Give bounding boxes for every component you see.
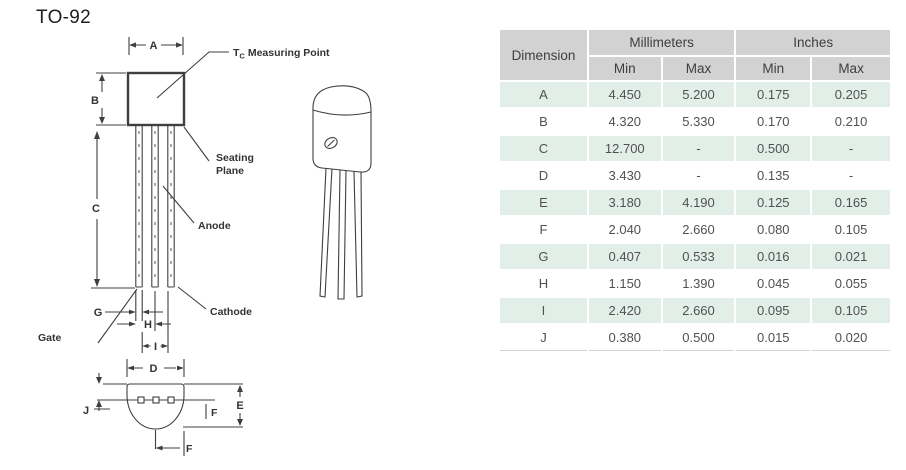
table-row bbox=[500, 163, 890, 188]
header-in-max: Max bbox=[812, 57, 890, 80]
cell-mm-max: 2.660 bbox=[663, 217, 735, 242]
dim-label-g: G bbox=[93, 307, 103, 319]
cell-mm-min: 0.380 bbox=[589, 325, 661, 351]
dim-label-i: I bbox=[153, 341, 158, 353]
cell-mm-max: 1.390 bbox=[663, 271, 735, 296]
cell-in-max: 0.020 bbox=[812, 325, 890, 351]
lead-centerlines bbox=[139, 131, 171, 284]
dim-f-bottom bbox=[156, 430, 194, 456]
header-mm-max: Max bbox=[663, 57, 735, 80]
cell-dim: F bbox=[500, 217, 587, 242]
dim-f-side bbox=[206, 404, 218, 419]
cell-dim: C bbox=[500, 136, 587, 161]
table-row bbox=[500, 325, 890, 351]
header-dimension: Dimension bbox=[500, 30, 587, 80]
cell-mm-min: 1.150 bbox=[589, 271, 661, 296]
table-header bbox=[500, 30, 890, 80]
table-row bbox=[500, 298, 890, 323]
anode-label: Anode bbox=[198, 220, 231, 232]
cell-in-max: 0.210 bbox=[812, 109, 890, 134]
dim-label-b: B bbox=[91, 95, 99, 107]
cell-in-max: 0.021 bbox=[812, 244, 890, 269]
cell-mm-max: 5.200 bbox=[663, 82, 735, 107]
cell-in-min: 0.095 bbox=[736, 298, 810, 323]
cell-mm-max: - bbox=[663, 136, 735, 161]
dim-b bbox=[91, 73, 126, 125]
cell-mm-max: 0.500 bbox=[663, 325, 735, 351]
cell-mm-min: 0.407 bbox=[589, 244, 661, 269]
cell-mm-max: - bbox=[663, 163, 735, 188]
dim-label-c: C bbox=[92, 203, 100, 215]
package-leads bbox=[136, 125, 174, 287]
table-row bbox=[500, 109, 890, 134]
dim-a bbox=[129, 37, 183, 55]
cell-in-min: 0.170 bbox=[736, 109, 810, 134]
lead-section bbox=[138, 397, 144, 403]
header-inches: Inches bbox=[736, 30, 890, 55]
header-mm-min: Min bbox=[589, 57, 661, 80]
cell-in-min: 0.045 bbox=[736, 271, 810, 296]
cell-in-max: 0.105 bbox=[812, 217, 890, 242]
arrowheads bbox=[96, 377, 102, 407]
cell-mm-min: 3.180 bbox=[589, 190, 661, 215]
cell-in-min: 0.015 bbox=[736, 325, 810, 351]
dim-label-f: F bbox=[211, 407, 218, 419]
cell-in-min: 0.080 bbox=[736, 217, 810, 242]
front-view bbox=[38, 37, 330, 353]
pictorial-leads bbox=[320, 168, 362, 299]
cell-mm-min: 4.320 bbox=[589, 109, 661, 134]
header-row-groups bbox=[500, 30, 890, 55]
seating-plane-label-2: Plane bbox=[216, 165, 245, 177]
cell-in-max: - bbox=[812, 163, 890, 188]
cell-in-min: 0.135 bbox=[736, 163, 810, 188]
cell-dim: B bbox=[500, 109, 587, 134]
table-row bbox=[500, 136, 890, 161]
table-body bbox=[500, 82, 890, 351]
lead-section bbox=[153, 397, 159, 403]
cell-dim: G bbox=[500, 244, 587, 269]
cell-mm-min: 4.450 bbox=[589, 82, 661, 107]
bottom-body-outline bbox=[127, 384, 184, 429]
pictorial-view bbox=[313, 86, 371, 299]
arrowheads bbox=[129, 310, 149, 315]
cell-in-min: 0.125 bbox=[736, 190, 810, 215]
tc-t: T bbox=[233, 47, 240, 59]
cell-in-max: 0.055 bbox=[812, 271, 890, 296]
table-row bbox=[500, 82, 890, 107]
cell-dim: H bbox=[500, 271, 587, 296]
pictorial-body bbox=[313, 86, 371, 172]
cell-in-max: 0.205 bbox=[812, 82, 890, 107]
dim-j bbox=[83, 373, 110, 417]
dim-label-e: E bbox=[236, 400, 244, 412]
dim-c bbox=[91, 131, 135, 288]
dim-e bbox=[236, 385, 243, 426]
dim-label-h: H bbox=[144, 319, 152, 331]
cell-mm-max: 2.660 bbox=[663, 298, 735, 323]
dim-lines bbox=[105, 290, 163, 321]
arrowheads bbox=[156, 446, 163, 451]
tc-rest: Measuring Point bbox=[247, 47, 330, 59]
bottom-lead-sections bbox=[138, 397, 174, 403]
cell-in-min: 0.016 bbox=[736, 244, 810, 269]
cell-in-max: - bbox=[812, 136, 890, 161]
cell-dim: A bbox=[500, 82, 587, 107]
cell-mm-max: 4.190 bbox=[663, 190, 735, 215]
cell-dim: D bbox=[500, 163, 587, 188]
cathode-label: Cathode bbox=[210, 306, 252, 318]
dim-label-j: J bbox=[82, 405, 90, 417]
dim-h bbox=[117, 291, 171, 331]
dim-label-d: D bbox=[149, 363, 158, 375]
dim-d bbox=[127, 359, 184, 377]
gate-leader bbox=[98, 289, 137, 343]
dim-label-f: F bbox=[186, 443, 193, 455]
cell-mm-min: 3.430 bbox=[589, 163, 661, 188]
lead-section bbox=[168, 397, 174, 403]
cell-in-max: 0.105 bbox=[812, 298, 890, 323]
cell-dim: J bbox=[500, 325, 587, 351]
tc-measuring-point-label bbox=[233, 47, 330, 61]
gate-label: Gate bbox=[38, 332, 62, 344]
dimension-table-container bbox=[498, 28, 892, 353]
cell-dim: E bbox=[500, 190, 587, 215]
cell-in-min: 0.500 bbox=[736, 136, 810, 161]
dim-label-a: A bbox=[149, 40, 158, 52]
seating-plane-leader bbox=[184, 127, 209, 161]
cell-mm-min: 2.420 bbox=[589, 298, 661, 323]
cell-dim: I bbox=[500, 298, 587, 323]
cell-mm-max: 5.330 bbox=[663, 109, 735, 134]
table-row bbox=[500, 271, 890, 296]
header-in-min: Min bbox=[736, 57, 810, 80]
package-body-outline bbox=[128, 73, 184, 125]
cell-mm-max: 0.533 bbox=[663, 244, 735, 269]
table-row bbox=[500, 190, 890, 215]
dimension-table bbox=[498, 28, 892, 353]
dim-g bbox=[94, 290, 163, 321]
dim-lines bbox=[156, 430, 185, 456]
cathode-leader bbox=[178, 287, 206, 309]
cell-mm-min: 12.700 bbox=[589, 136, 661, 161]
dim-lines bbox=[94, 373, 110, 411]
table-row bbox=[500, 244, 890, 269]
package-title: TO-92 bbox=[36, 7, 92, 28]
cell-in-max: 0.165 bbox=[812, 190, 890, 215]
tc-sub: C bbox=[239, 51, 245, 61]
table-row bbox=[500, 217, 890, 242]
bottom-view bbox=[83, 359, 244, 456]
cell-mm-min: 2.040 bbox=[589, 217, 661, 242]
cell-in-min: 0.175 bbox=[736, 82, 810, 107]
seating-plane-label-1: Seating bbox=[216, 152, 254, 164]
header-millimeters: Millimeters bbox=[589, 30, 734, 55]
